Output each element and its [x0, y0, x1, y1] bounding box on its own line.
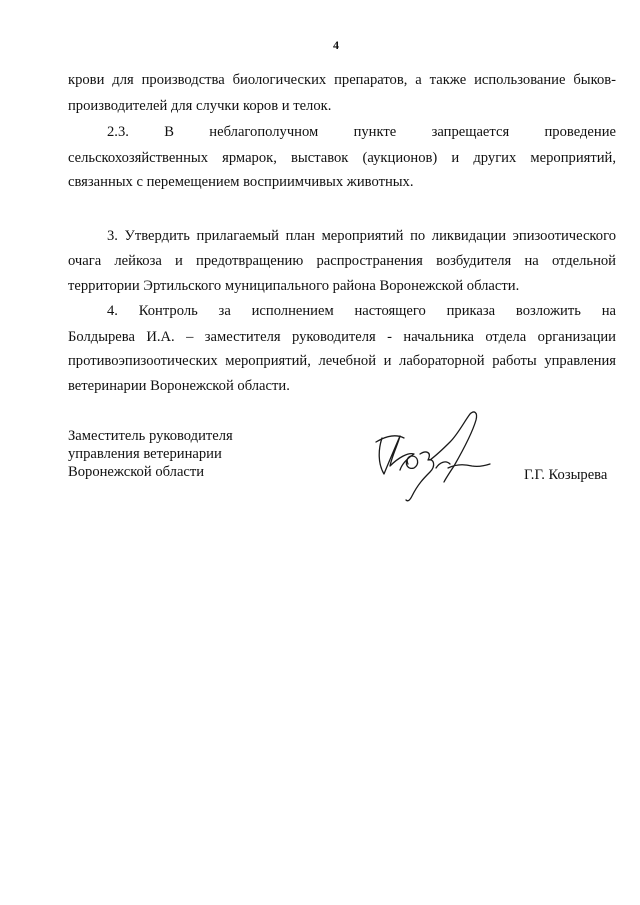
- paragraph-3-line-2: очага лейкоза и предотвращению распространения возбудителя на отдельной: [68, 253, 616, 269]
- signer-name: Г.Г. Козырева: [524, 467, 608, 483]
- paragraph-2-3-line-2: сельскохозяйственных ярмарок, выставок (аукционов) и других мероприятий,: [68, 150, 616, 166]
- paragraph-3-line-3: территории Эртильского муниципального района Воронежской области.: [68, 278, 520, 294]
- paragraph-1-line-1: крови для производства биологических препаратов, а также использование быков-: [68, 72, 616, 88]
- paragraph-4-line-1: 4. Контроль за исполнением настоящего приказа возложить на: [107, 303, 616, 319]
- paragraph-4-line-2: Болдырева И.А. – заместителя руководителя - начальника отдела организации: [68, 329, 616, 345]
- paragraph-2-3-line-3: связанных с перемещением восприимчивых животных.: [68, 174, 414, 190]
- paragraph-3-line-1: 3. Утвердить прилагаемый план мероприятий по ликвидации эпизоотического: [107, 228, 616, 244]
- paragraph-4-line-4: ветеринарии Воронежской области.: [68, 378, 290, 394]
- signer-position-line: Воронежской области: [68, 464, 205, 480]
- signer-position-line: Заместитель руководителя: [68, 428, 233, 444]
- handwritten-signature: [368, 408, 496, 504]
- signer-position-line: управления ветеринарии: [68, 446, 222, 462]
- paragraph-2-3-line-1: 2.3. В неблагополучном пункте запрещается проведение: [107, 124, 616, 140]
- signer-position: [68, 427, 233, 481]
- paragraph-1-line-2: производителей для случки коров и телок.: [68, 98, 332, 114]
- paragraph-4-line-3: противоэпизоотических мероприятий, лечебной и лабораторной работы управления: [68, 353, 616, 369]
- page-number: 4: [333, 38, 339, 52]
